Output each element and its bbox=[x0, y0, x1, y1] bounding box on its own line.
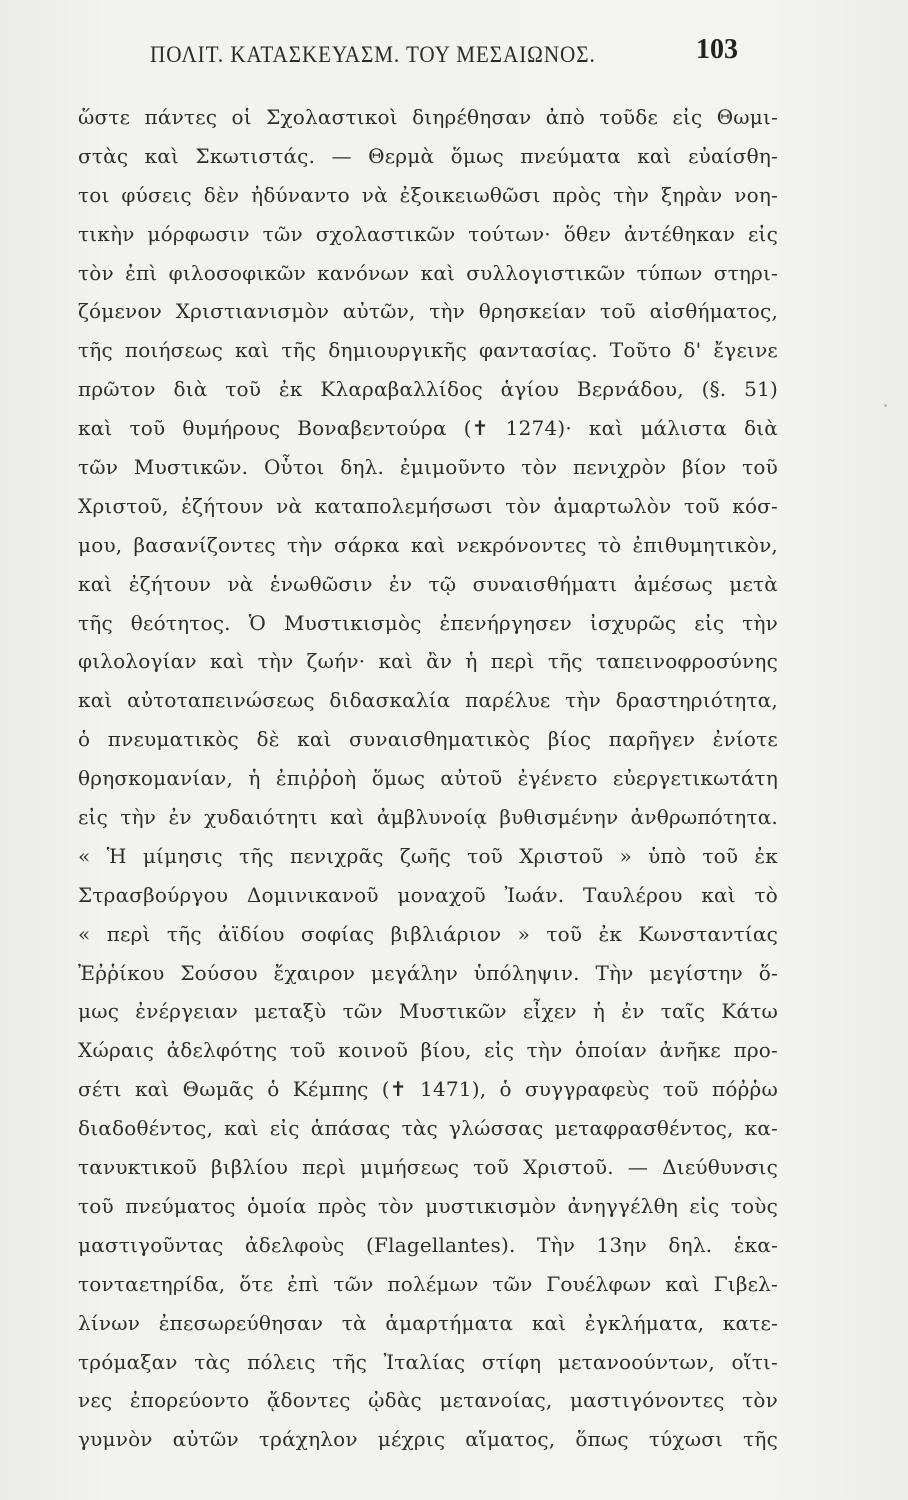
text-line: καὶ αὐτοταπεινώσεως διδασκαλία παρέλυε τὴν δραστηριότητα, bbox=[78, 688, 778, 713]
page-number: 103 bbox=[696, 34, 738, 65]
text-line: ζόμενον Χριστιανισμὸν αὐτῶν, τὴν θρησκείαν τοῦ αἰσθήματος, bbox=[78, 299, 778, 324]
text-line: τικὴν μόρφωσιν τῶν σχολαστικῶν τούτων· ὅθεν ἀντέθηκαν εἰς bbox=[78, 221, 778, 246]
text-line: τῆς ποιήσεως καὶ τῆς δημιουργικῆς φαντασίας. Τοῦτο δ' ἔγεινε bbox=[78, 338, 778, 363]
text-line: τὸν ἐπὶ φιλοσοφικῶν κανόνων καὶ συλλογιστικῶν τύπων στηρι- bbox=[78, 260, 778, 285]
text-line: στὰς καὶ Σκωτιστάς. — Θερμὰ ὅμως πνεύματα καὶ εὐαίσθη- bbox=[78, 143, 778, 168]
text-line: τοι φύσεις δὲν ἠδύναντο νὰ ἐξοικειωθῶσι πρὸς τὴν ξηρὰν νοη- bbox=[78, 182, 778, 207]
text-line: τανυκτικοῦ βιβλίου περὶ μιμήσεως τοῦ Χριστοῦ. — Διεύθυνσις bbox=[78, 1155, 778, 1180]
text-line: διαδοθέντος, καὶ εἰς ἁπάσας τὰς γλώσσας μεταφρασθέντος, κα- bbox=[78, 1116, 778, 1141]
text-line: φιλολογίαν καὶ τὴν ζωήν· καὶ ἂν ἡ περὶ τῆς ταπεινοφροσύνης bbox=[78, 649, 778, 674]
text-line: « Ἡ μίμησις τῆς πενιχρᾶς ζωῆς τοῦ Χριστοῦ » ὑπὸ τοῦ ἐκ bbox=[78, 843, 778, 868]
text-line: τοῦ πνεύματος ὁμοία πρὸς τὸν μυστικισμὸν ἀνηγγέλθη εἰς τοὺς bbox=[78, 1193, 778, 1218]
text-line: τῶν Μυστικῶν. Οὗτοι δηλ. ἐμιμοῦντο τὸν πενιχρὸν βίον τοῦ bbox=[78, 455, 778, 480]
body-text bbox=[78, 98, 778, 1459]
text-line: τῆς θεότητος. Ὁ Μυστικισμὸς ἐπενήργησεν ἰσχυρῶς εἰς τὴν bbox=[78, 610, 778, 635]
text-line: Χριστοῦ, ἐζήτουν νὰ καταπολεμήσωσι τὸν ἁμαρτωλὸν τοῦ κόσ- bbox=[78, 493, 778, 518]
text-line: καὶ τοῦ θυμήρους Βοναβεντούρα (✝ 1274)· καὶ μάλιστα διὰ bbox=[78, 416, 778, 441]
running-head: ΠΟΛΙΤ. ΚΑΤΑΣΚΕΥΑΣΜ. ΤΟΥ ΜΕΣΑΙΩΝΟΣ. bbox=[150, 42, 596, 67]
page-header bbox=[150, 34, 750, 74]
text-line: Χώραις ἀδελφότης τοῦ κοινοῦ βίου, εἰς τὴν ὁποίαν ἀνῆκε προ- bbox=[78, 1038, 778, 1063]
text-line: εἰς τὴν ἐν χυδαιότητι καὶ ἀμβλυνοίᾳ βυθισμένην ἀνθρωπότητα. bbox=[78, 805, 778, 830]
text-line: Ἐῤῥίκου Σούσου ἔχαιρον μεγάλην ὑπόληψιν. Τὴν μεγίστην ὅ- bbox=[78, 960, 778, 985]
text-line: ὥστε πάντες οἱ Σχολαστικοὶ διηρέθησαν ἀπὸ τοῦδε εἰς Θωμι- bbox=[78, 105, 778, 129]
text-line: τρόμαξαν τὰς πόλεις τῆς Ἰταλίας στίφη μετανοούντων, οἵτι- bbox=[78, 1349, 778, 1374]
text-line: μαστιγοῦντας ἀδελφοὺς (Flagellantes). Τὴν 13ην δηλ. ἑκα- bbox=[78, 1232, 778, 1257]
text-line: θρησκομανίαν, ἡ ἐπιῤῥοὴ ὅμως αὐτοῦ ἐγένετο εὐεργετικωτάτη bbox=[78, 766, 778, 791]
text-line: σέτι καὶ Θωμᾶς ὁ Κέμπης (✝ 1471), ὁ συγγραφεὺς τοῦ πόῤῥω bbox=[78, 1077, 778, 1102]
text-line: « περὶ τῆς ἀϊδίου σοφίας βιβλιάριον » τοῦ ἐκ Κωνσταντίας bbox=[78, 921, 778, 946]
text-line: λίνων ἐπεσωρεύθησαν τὰ ἁμαρτήματα καὶ ἐγκλήματα, κατε- bbox=[78, 1310, 778, 1335]
text-line: πρῶτον διὰ τοῦ ἐκ Κλαραβαλλίδος ἁγίου Βερνάδου, (§. 51) bbox=[78, 377, 778, 402]
text-line: Στρασβούργου Δομινικανοῦ μοναχοῦ Ἰωάν. Ταυλέρου καὶ τὸ bbox=[78, 882, 778, 907]
text-line: γυμνὸν αὐτῶν τράχηλον μέχρις αἵματος, ὅπως τύχωσι τῆς bbox=[78, 1427, 778, 1452]
text-line: μως ἐνέργειαν μεταξὺ τῶν Μυστικῶν εἶχεν ἡ ἐν ταῖς Κάτω bbox=[78, 999, 778, 1024]
text-line: μου, βασανίζοντες τὴν σάρκα καὶ νεκρόνοντες τὸ ἐπιθυμητικὸν, bbox=[78, 532, 778, 557]
text-line: ὁ πνευματικὸς δὲ καὶ συναισθηματικὸς βίος παρῆγεν ἐνίοτε bbox=[78, 727, 778, 752]
text-line: τονταετηρίδα, ὅτε ἐπὶ τῶν πολέμων τῶν Γουέλφων καὶ Γιβελ- bbox=[78, 1271, 778, 1296]
text-line: καὶ ἐζήτουν νὰ ἑνωθῶσιν ἐν τῷ συναισθήματι ἀμέσως μετὰ bbox=[78, 571, 778, 596]
text-line: νες ἐπορεύοντο ᾄδοντες ᾠδὰς μετανοίας, μαστιγόνοντες τὸν bbox=[78, 1388, 778, 1413]
paper-fleck bbox=[884, 404, 887, 407]
